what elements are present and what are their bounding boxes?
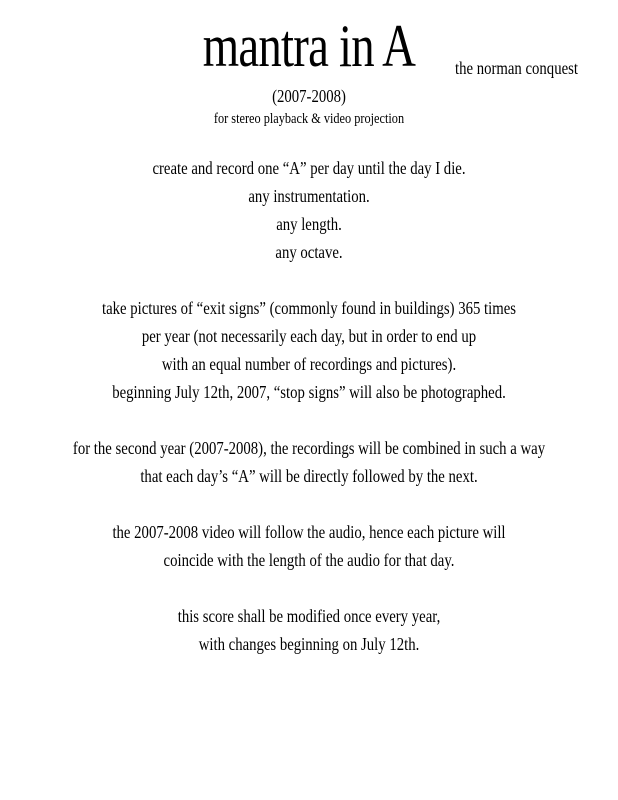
- author-name: the norman conquest: [455, 58, 578, 78]
- paragraph-gap: [0, 574, 618, 602]
- instrumentation-subtitle: for stereo playback & video projection: [213, 111, 405, 127]
- instruction-line: the 2007-2008 video will follow the audio, hence each picture will: [112, 522, 506, 542]
- instruction-line: any instrumentation.: [248, 186, 370, 206]
- instruction-line: any octave.: [275, 242, 343, 262]
- instruction-line: this score shall be modified once every year,: [177, 606, 441, 626]
- instruction-line: for the second year (2007-2008), the recordings will be combined in such a way: [72, 438, 546, 458]
- instruction-line: that each day’s “A” will be directly followed by the next.: [140, 466, 478, 486]
- paragraph-gap: [0, 406, 618, 434]
- year-range: (2007-2008): [272, 86, 346, 106]
- instruction-line: with changes beginning on July 12th.: [198, 634, 420, 654]
- instruction-line: any length.: [276, 214, 342, 234]
- instruction-line: with an equal number of recordings and pictures).: [161, 354, 457, 374]
- paragraph-gap: [0, 266, 618, 294]
- instruction-line: create and record one “A” per day until the day I die.: [152, 158, 466, 178]
- instruction-line: beginning July 12th, 2007, “stop signs” will also be photographed.: [112, 382, 506, 402]
- instruction-line: coincide with the length of the audio for that day.: [163, 550, 455, 570]
- score-instructions: [0, 154, 618, 658]
- instruction-line: per year (not necessarily each day, but in order to end up: [141, 326, 477, 346]
- page-title: mantra in A: [202, 13, 416, 79]
- paragraph-gap: [0, 490, 618, 518]
- instruction-line: take pictures of “exit signs” (commonly found in buildings) 365 times: [101, 298, 517, 318]
